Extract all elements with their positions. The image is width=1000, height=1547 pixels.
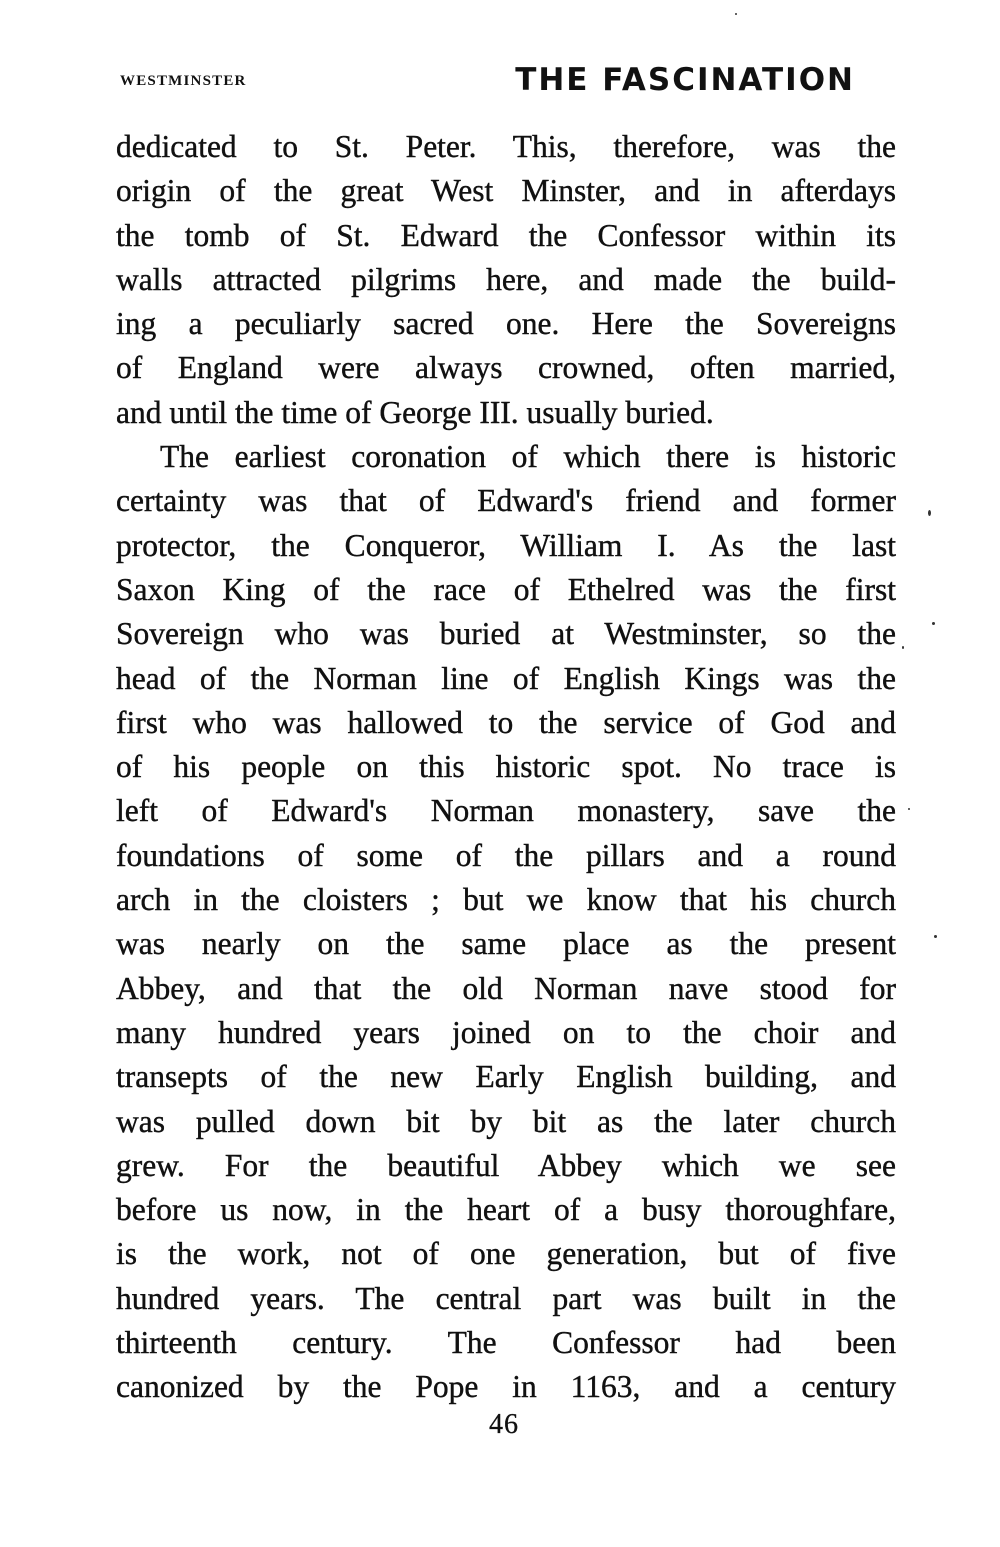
text-line: many hundred years joined on to the choir and — [116, 1014, 896, 1050]
text-line: of his people on this historic spot. No trace is — [116, 749, 896, 785]
body-text — [116, 125, 896, 1410]
text-line: first who was hallowed to the service of God and — [116, 704, 896, 740]
text-line: foundations of some of the pillars and a round — [116, 837, 896, 873]
running-head — [120, 62, 855, 102]
text-line: thirteenth century. The Confessor had been — [116, 1325, 896, 1361]
text-line: protector, the Conqueror, William I. As the last — [116, 527, 896, 563]
ink-speck — [928, 510, 931, 516]
paragraph-end-line: and until the time of George III. usually buried. — [116, 394, 714, 430]
ink-speck — [932, 622, 935, 625]
text-line: canonized by the Pope in 1163, and a century — [116, 1369, 896, 1405]
text-line: origin of the great West Minster, and in afterdays — [116, 173, 896, 209]
text-line: walls attracted pilgrims here, and made the build- — [116, 261, 896, 297]
text-line: transepts of the new Early English building, and — [116, 1059, 896, 1095]
section-label: WESTMINSTER — [120, 73, 247, 89]
text-line: left of Edward's Norman monastery, save the — [116, 793, 896, 829]
text-line: of England were always crowned, often married, — [116, 350, 896, 386]
ink-speck — [934, 935, 937, 938]
ink-speck — [735, 13, 737, 15]
text-line: Abbey, and that the old Norman nave stood for — [116, 970, 896, 1006]
ink-speck — [908, 808, 910, 810]
text-line: is the work, not of one generation, but of five — [116, 1236, 896, 1272]
text-line: was pulled down bit by bit as the later church — [116, 1103, 896, 1139]
text-line: ing a peculiarly sacred one. Here the Sovereigns — [116, 306, 896, 342]
text-line: Saxon King of the race of Ethelred was the first — [116, 571, 896, 607]
text-line: hundred years. The central part was built in the — [116, 1280, 896, 1316]
paragraph-start-line: The earliest coronation of which there is historic — [160, 439, 896, 475]
text-line: head of the Norman line of English Kings was the — [116, 660, 896, 696]
ink-speck — [902, 646, 904, 649]
book-title: THE FASCINATION — [515, 62, 855, 98]
text-line: was nearly on the same place as the present — [116, 926, 896, 962]
text-line: dedicated to St. Peter. This, therefore, was the — [116, 129, 896, 164]
text-line: Sovereign who was buried at Westminster, so the — [116, 616, 896, 652]
text-line: grew. For the beautiful Abbey which we see — [116, 1147, 896, 1183]
text-line: certainty was that of Edward's friend and former — [116, 483, 896, 519]
page-number: 46 — [489, 1409, 519, 1440]
text-line: before us now, in the heart of a busy thoroughfare, — [116, 1192, 896, 1228]
text-line: the tomb of St. Edward the Confessor within its — [116, 217, 896, 253]
text-line: arch in the cloisters ; but we know that his church — [116, 882, 896, 918]
